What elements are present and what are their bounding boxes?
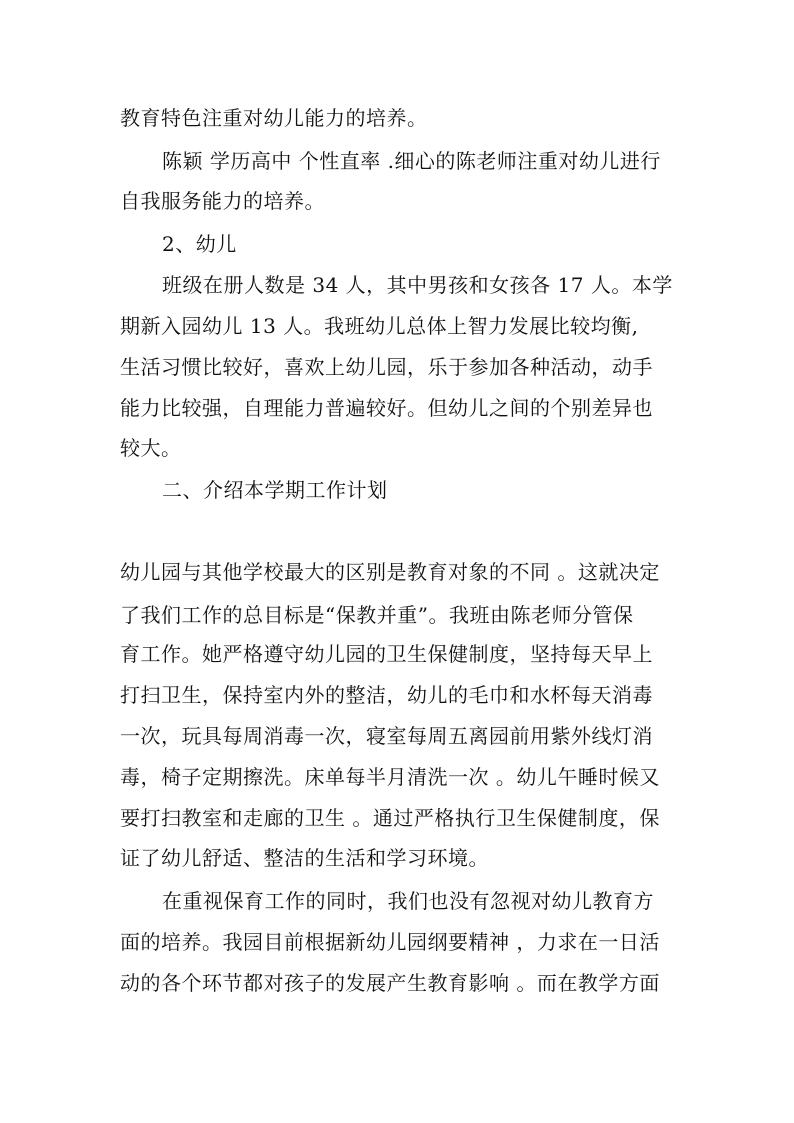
text-line: 育工作。她严格遵守幼儿园的卫生保健制度，坚持每天早上 <box>120 642 653 666</box>
text-line: 打扫卫生，保持室内外的整洁，幼儿的毛巾和水杯每天消毒 <box>120 683 653 707</box>
text-line: 毒，椅子定期擦洗。床单每半月清洗一次 。幼儿午睡时候又 <box>120 765 660 789</box>
text-line: 面的培养。我园目前根据新幼儿园纲要精神 ，力求在一日活 <box>120 930 660 954</box>
text-line: 生活习惯比较好，喜欢上幼儿园，乐于参加各种活动，动手 <box>120 355 653 379</box>
text-line: 能力比较强，自理能力普遍较好。但幼儿之间的个别差异也 <box>120 396 653 420</box>
text-line: 教育特色注重对幼儿能力的培养。 <box>120 106 428 130</box>
text-line: 要打扫教室和走廊的卫生 。通过严格执行卫生保健制度，保 <box>120 806 660 830</box>
text-line: 一次，玩具每周消毒一次，寝室每周五离园前用紫外线灯消 <box>120 724 653 748</box>
text-line: 了我们工作的总目标是“保教并重”。我班由陈老师分管保 <box>120 603 634 627</box>
text-line: 班级在册人数是 34 人，其中男孩和女孩各 17 人。本学 <box>162 273 673 297</box>
text-line: 动的各个环节都对孩子的发展产生教育影响 。而在教学方面 <box>120 971 660 995</box>
text-line: 期新入园幼儿 13 人。我班幼儿总体上智力发展比较均衡, <box>120 314 639 338</box>
text-line: 在重视保育工作的同时，我们也没有忽视对幼儿教育方 <box>162 889 654 913</box>
text-line: 自我服务能力的培养。 <box>120 189 325 213</box>
text-line: 较大。 <box>120 436 182 460</box>
section-heading: 二、介绍本学期工作计划 <box>162 478 388 502</box>
text-line: 证了幼儿舒适、整洁的生活和学习环境。 <box>120 846 489 870</box>
text-line: 幼儿园与其他学校最大的区别是教育对象的不同 。这就决定 <box>120 560 660 584</box>
text-line: 陈颖 学历高中 个性直率 .细心的陈老师注重对幼儿进行 <box>162 149 661 173</box>
section-heading: 2、幼儿 <box>162 232 237 256</box>
